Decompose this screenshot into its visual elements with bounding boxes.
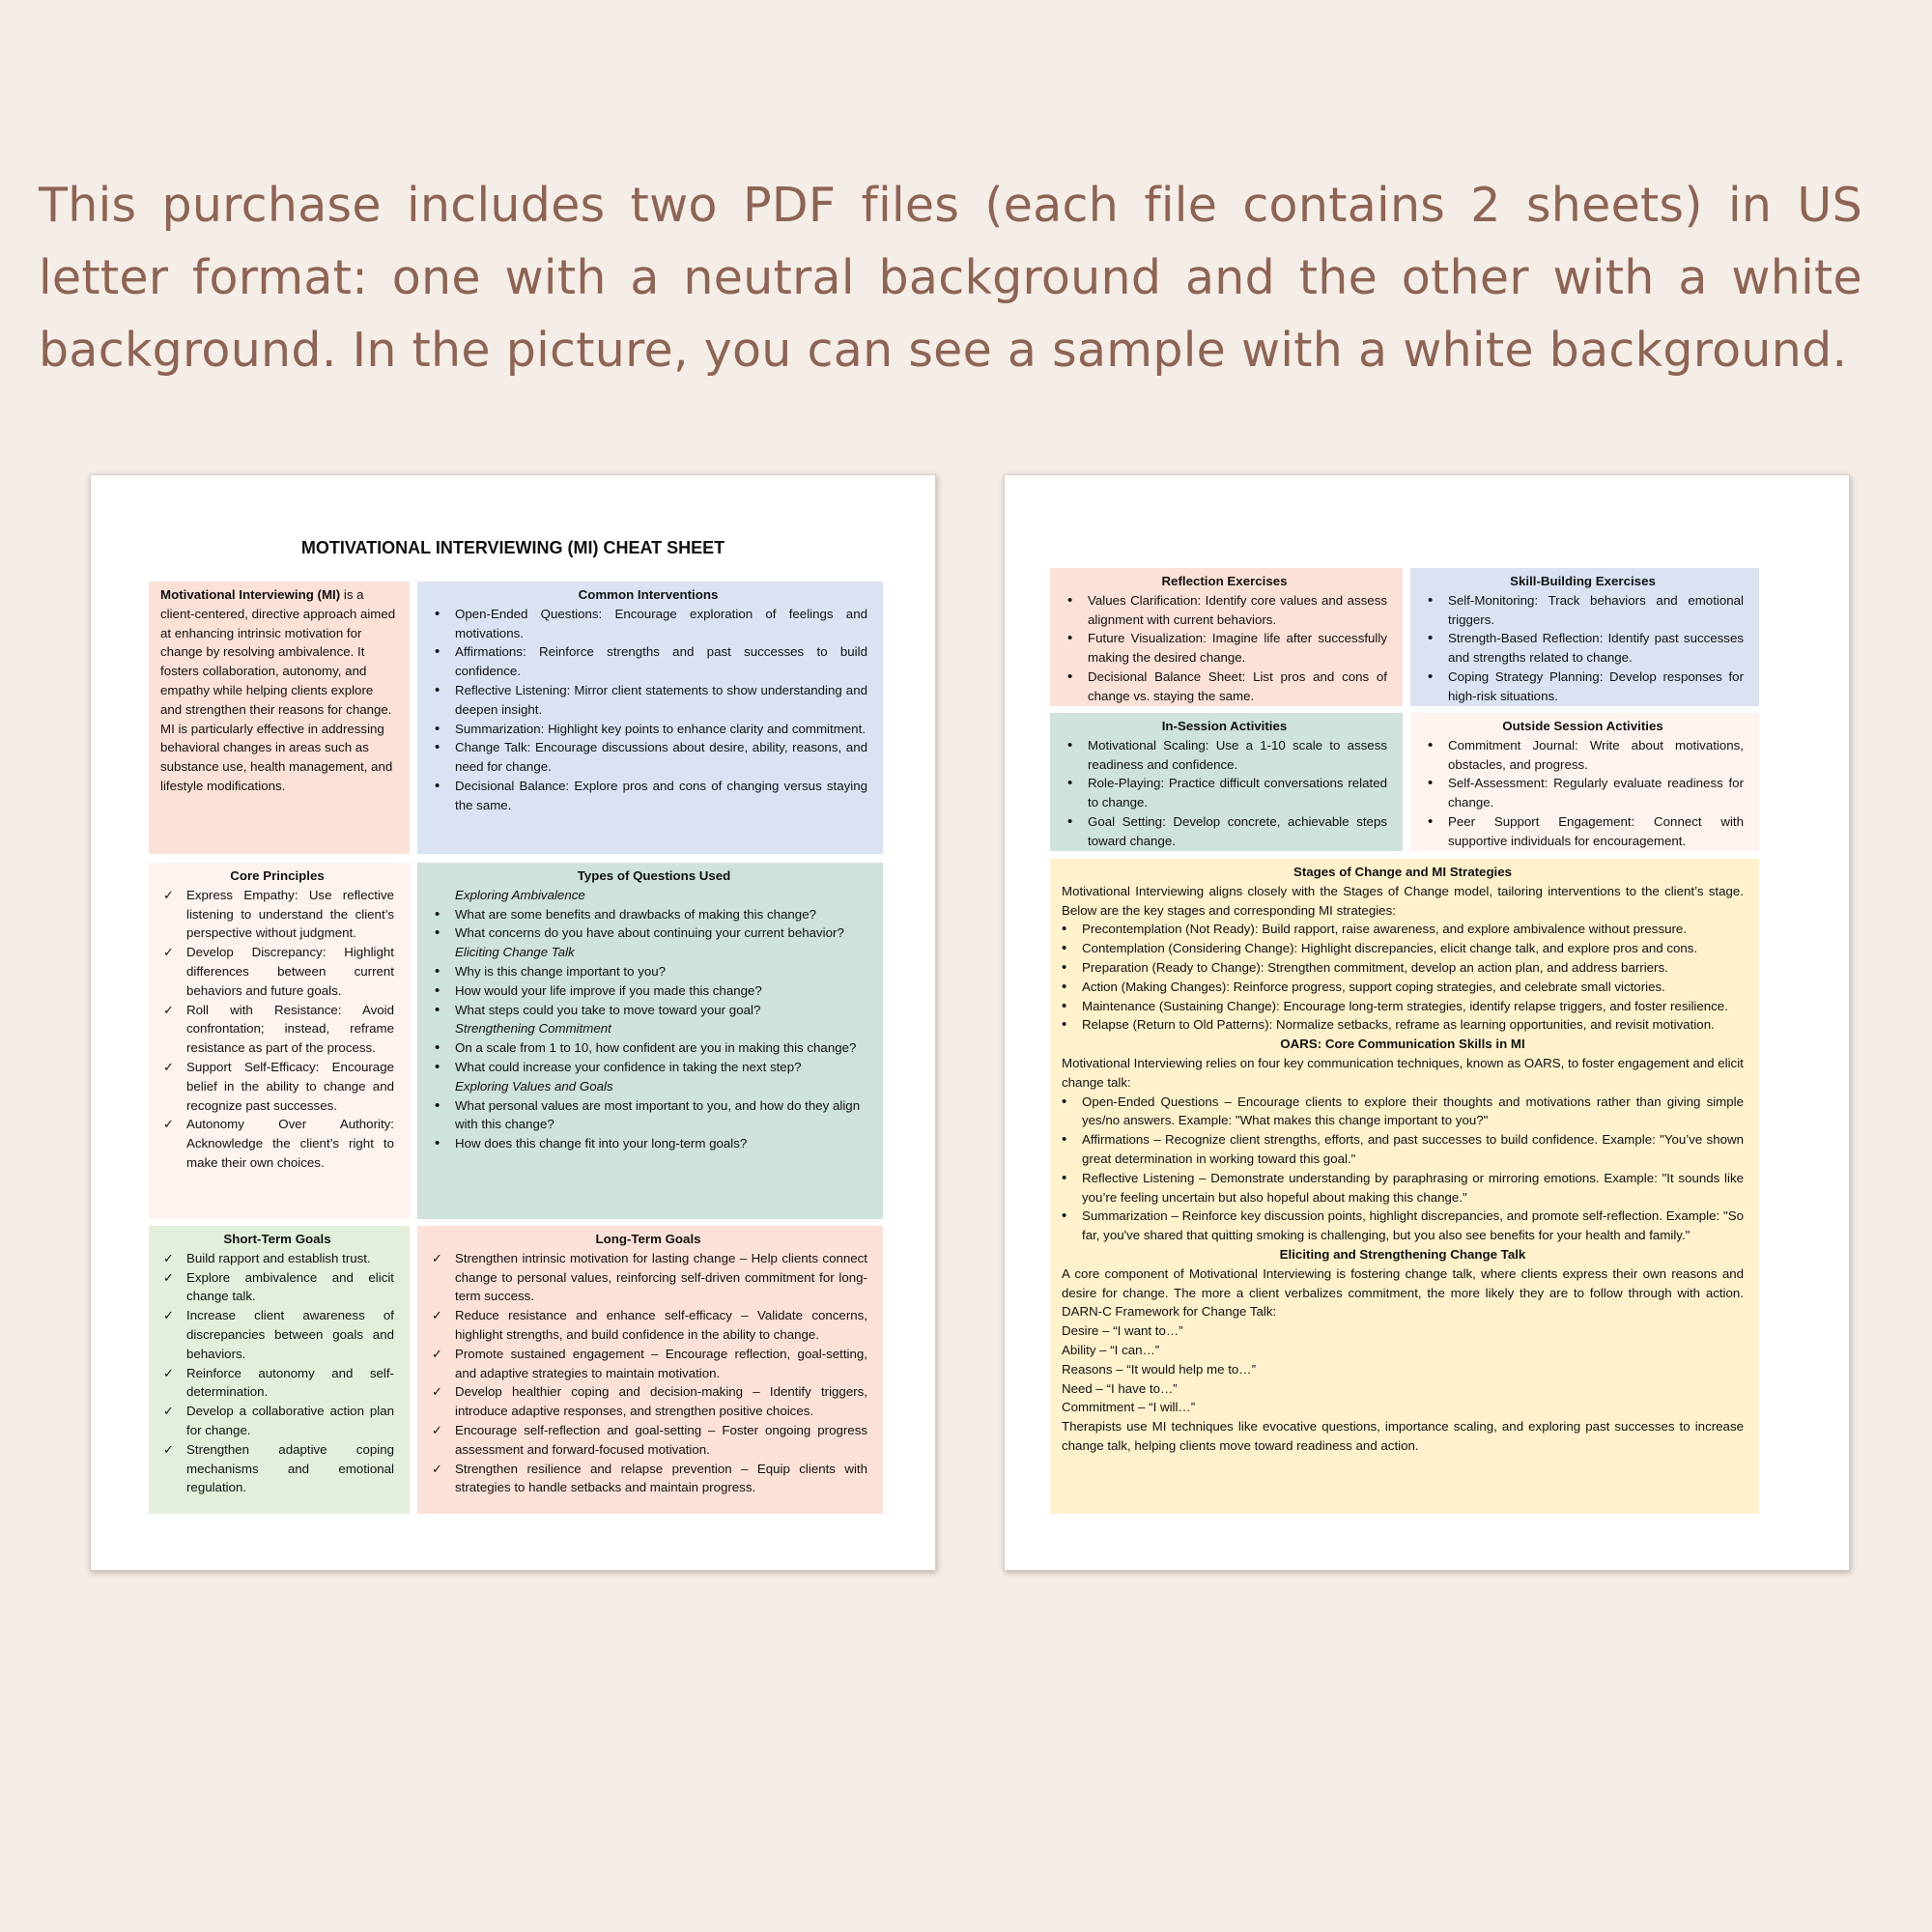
question-group-heading: Exploring Values and Goals xyxy=(455,1078,613,1094)
list-item: • Preparation (Ready to Change): Strengthen commitment, develop an action plan, and address barriers. xyxy=(1056,958,1744,978)
box-title: Reflection Exercises xyxy=(1161,574,1288,588)
list-item: ✓ Autonomy Over Authority: Acknowledge the client’s right to make their own choices. xyxy=(160,1115,394,1172)
list-item: ✓ Develop Discrepancy: Highlight differences between current behaviors and future goals. xyxy=(160,943,394,1000)
list-item: • Commitment Journal: Write about motivations, obstacles, and progress. xyxy=(1422,736,1744,775)
question-item: • What concerns do you have about continuing your current behavior? xyxy=(429,923,879,943)
sheet-title: MOTIVATIONAL INTERVIEWING (MI) CHEAT SHEET xyxy=(300,538,725,557)
box-title: Skill-Building Exercises xyxy=(1510,574,1656,588)
question-item: • How would your life improve if you made this change? xyxy=(429,981,879,1001)
list-item: • Strength-Based Reflection: Identify past successes and strengths related to change. xyxy=(1422,629,1744,668)
reflection-box xyxy=(1050,568,1403,706)
oars-intro: Motivational Interviewing relies on four key communication techniques, known as OARS, to foster engagement and elicit change talk: xyxy=(1062,1055,1744,1090)
sheet-one xyxy=(90,474,936,1571)
change-talk-title: Eliciting and Strengthening Change Talk xyxy=(1279,1246,1526,1262)
list-item: • Self-Monitoring: Track behaviors and emotional triggers. xyxy=(1422,591,1744,630)
question-item: • What steps could you take to move toward your goal? xyxy=(429,1001,879,1020)
intro-bold: Motivational Interviewing (MI) xyxy=(160,587,341,602)
box-title: In-Session Activities xyxy=(1161,719,1288,733)
short-term-goals-list xyxy=(160,1249,394,1497)
question-list xyxy=(429,962,879,1019)
question-item: • On a scale from 1 to 10, how confident are you in making this change? xyxy=(429,1038,879,1058)
list-item: ✓ Promote sustained engagement – Encourage reflection, goal-setting, and adaptive strategies to maintain motivation. xyxy=(429,1345,867,1383)
question-item: • What are some benefits and drawbacks of making this change? xyxy=(429,905,879,924)
list-item: • Reflective Listening: Mirror client statements to show understanding and deepen insight. xyxy=(429,681,867,720)
common-interventions-box xyxy=(417,582,883,854)
stages-list xyxy=(1056,920,1744,1035)
oars-list xyxy=(1056,1093,1744,1245)
in-session-list xyxy=(1062,736,1387,851)
list-item: • Precontemplation (Not Ready): Build rapport, raise awareness, and explore ambivalence without pressure. xyxy=(1056,920,1744,939)
reflection-list xyxy=(1062,591,1387,706)
question-group-heading: Eliciting Change Talk xyxy=(455,945,575,960)
list-item: ✓ Support Self-Efficacy: Encourage belief in the ability to change and recognize past successes. xyxy=(160,1058,394,1115)
question-group-heading: Exploring Ambivalence xyxy=(455,887,585,902)
list-item: • Decisional Balance Sheet: List pros and cons of change vs. staying the same. xyxy=(1062,668,1387,706)
question-groups xyxy=(429,886,879,1153)
list-item: ✓ Strengthen adaptive coping mechanisms and emotional regulation. xyxy=(160,1440,394,1497)
list-item: • Change Talk: Encourage discussions about desire, ability, reasons, and need for change. xyxy=(429,738,867,777)
stages-oars-box xyxy=(1050,859,1759,1514)
list-item: ✓ Explore ambivalence and elicit change talk. xyxy=(160,1268,394,1307)
list-item: • Decisional Balance: Explore pros and cons of changing versus staying the same. xyxy=(429,777,867,815)
list-item: • Self-Assessment: Regularly evaluate readiness for change. xyxy=(1422,774,1744,812)
question-group-heading: Strengthening Commitment xyxy=(455,1021,611,1037)
list-item: ✓ Express Empathy: Use reflective listening to understand the client’s perspective without judgment. xyxy=(160,886,394,943)
outside-session-list xyxy=(1422,736,1744,851)
list-item: ✓ Reduce resistance and enhance self-efficacy – Validate concerns, highlight strengths, and build confidence in the ability to change. xyxy=(429,1306,867,1345)
list-item: ✓ Roll with Resistance: Avoid confrontation; instead, reframe resistance as part of the process. xyxy=(160,1001,394,1058)
change-talk-outro: Therapists use MI techniques like evocative questions, importance scaling, and exploring past successes to increase change talk, helping clients move toward readiness and action. xyxy=(1062,1419,1744,1453)
list-item: ✓ Increase client awareness of discrepancies between goals and behaviors. xyxy=(160,1306,394,1363)
darn-c-line: Ability – “I can…” xyxy=(1062,1342,1160,1357)
list-item: ✓ Build rapport and establish trust. xyxy=(160,1249,394,1268)
common-interventions-list xyxy=(429,605,867,815)
list-item: • Values Clarification: Identify core values and assess alignment with current behaviors. xyxy=(1062,591,1387,630)
list-item: • Role-Playing: Practice difficult conversations related to change. xyxy=(1062,774,1387,812)
box-title: Core Principles xyxy=(230,868,325,883)
core-principles-list xyxy=(160,886,394,1173)
box-title: Common Interventions xyxy=(578,587,719,602)
list-item: • Action (Making Changes): Reinforce progress, support coping strategies, and celebrate small victories. xyxy=(1056,978,1744,997)
headline: This purchase includes two PDF files (each file contains 2 sheets) in US letter format: one with a neutral background and the other with a white background. In the picture, you can see a sample with a white background. xyxy=(39,178,1862,378)
question-list xyxy=(429,1096,879,1153)
box-title: Long-Term Goals xyxy=(595,1232,701,1246)
darn-c-lines xyxy=(1062,1321,1744,1417)
question-list xyxy=(429,1038,879,1077)
short-term-goals-box xyxy=(149,1226,410,1514)
list-item: ✓ Develop healthier coping and decision-making – Identify triggers, introduce adaptive responses, and strengthen positive choices. xyxy=(429,1382,867,1421)
list-item: • Contemplation (Considering Change): Highlight discrepancies, elicit change talk, and explore pros and cons. xyxy=(1056,939,1744,958)
question-item: • What could increase your confidence in taking the next step? xyxy=(429,1058,879,1077)
list-item: ✓ Reinforce autonomy and self-determination. xyxy=(160,1364,394,1403)
list-item: ✓ Develop a collaborative action plan for change. xyxy=(160,1402,394,1440)
darn-c-line: Need – “I have to…” xyxy=(1062,1380,1178,1396)
box-title: Outside Session Activities xyxy=(1502,719,1663,733)
intro-box xyxy=(149,582,410,854)
core-principles-box xyxy=(149,863,410,1219)
list-item: • Affirmations – Recognize client strengths, efforts, and past successes to build confidence. Example: "You’ve shown great determination in working toward this goal." xyxy=(1056,1130,1744,1169)
darn-c-line: Reasons – “It would help me to…” xyxy=(1062,1361,1257,1377)
intro-text: is a client-centered, directive approach aimed at enhancing intrinsic motivation for change by resolving ambivalence. It fosters collaboration, autonomy, and empathy while helping clients explore and strengthen their reasons for change. MI is particularly effective in addressing behavioral changes in areas such as substance use, health management, and lifestyle modifications. xyxy=(160,587,396,793)
list-item: • Motivational Scaling: Use a 1-10 scale to assess readiness and confidence. xyxy=(1062,736,1387,775)
question-item: • What personal values are most important to you, and how do they align with this change? xyxy=(429,1096,879,1135)
questions-box xyxy=(417,863,883,1219)
list-item: • Maintenance (Sustaining Change): Encourage long-term strategies, identify relapse triggers, and foster resilience. xyxy=(1056,997,1744,1016)
list-item: ✓ Encourage self-reflection and goal-setting – Foster ongoing progress assessment and forward-focused motivation. xyxy=(429,1421,867,1460)
oars-title: OARS: Core Communication Skills in MI xyxy=(1280,1037,1525,1052)
stages-title: Stages of Change and MI Strategies xyxy=(1293,865,1513,879)
outside-session-box xyxy=(1410,713,1759,851)
list-item: ✓ Strengthen resilience and relapse prevention – Equip clients with strategies to handle setbacks and maintain progress. xyxy=(429,1460,867,1498)
list-item: • Summarization – Reinforce key discussion points, highlight discrepancies, and promote self-reflection. Example: "So far, you've shared that quitting smoking is challenging, but you also see benefits for your health and family." xyxy=(1056,1207,1744,1245)
list-item: • Coping Strategy Planning: Develop responses for high-risk situations. xyxy=(1422,668,1744,706)
list-item: • Summarization: Highlight key points to enhance clarity and commitment. xyxy=(429,720,867,739)
skill-building-box xyxy=(1410,568,1759,706)
stages-intro: Motivational Interviewing aligns closely with the Stages of Change model, tailoring interventions to the client’s stage. Below are the key stages and corresponding MI strategies: xyxy=(1062,883,1744,918)
long-term-goals-box xyxy=(417,1226,883,1514)
list-item: • Affirmations: Reinforce strengths and past successes to build confidence. xyxy=(429,642,867,681)
list-item: • Reflective Listening – Demonstrate understanding by paraphrasing or mirroring emotions. Example: "It sounds like you’re feeling uncertain but also hopeful about making this change." xyxy=(1056,1169,1744,1208)
long-term-goals-list xyxy=(429,1249,867,1497)
list-item: • Future Visualization: Imagine life after successfully making the desired change. xyxy=(1062,629,1387,668)
question-item: • How does this change fit into your long-term goals? xyxy=(429,1134,879,1153)
list-item: • Open-Ended Questions: Encourage exploration of feelings and motivations. xyxy=(429,605,867,643)
list-item: ✓ Strengthen intrinsic motivation for lasting change – Help clients connect change to personal values, reinforcing self-driven commitment for long-term success. xyxy=(429,1249,867,1306)
box-title: Short-Term Goals xyxy=(223,1232,331,1246)
in-session-box xyxy=(1050,713,1403,851)
change-talk-intro: A core component of Motivational Interviewing is fostering change talk, where clients express their own reasons and desire for change. The more a client verbalizes commitment, the more likely they are to follow through with action. DARN-C Framework for Change Talk: xyxy=(1062,1265,1744,1320)
box-title: Types of Questions Used xyxy=(577,868,731,883)
list-item: • Open-Ended Questions – Encourage clients to explore their thoughts and motivations rather than giving simple yes/no answers. Example: "What makes this change important to you?" xyxy=(1056,1093,1744,1131)
darn-c-line: Desire – “I want to…” xyxy=(1062,1323,1183,1339)
list-item: • Relapse (Return to Old Patterns): Normalize setbacks, reframe as learning opportunities, and revisit motivation. xyxy=(1056,1015,1744,1035)
question-item: • Why is this change important to you? xyxy=(429,962,879,981)
question-list xyxy=(429,905,879,944)
list-item: • Peer Support Engagement: Connect with supportive individuals for encouragement. xyxy=(1422,812,1744,851)
darn-c-line: Commitment – “I will…” xyxy=(1062,1400,1196,1415)
list-item: • Goal Setting: Develop concrete, achievable steps toward change. xyxy=(1062,812,1387,851)
skill-building-list xyxy=(1422,591,1744,706)
sheet-two xyxy=(1004,474,1850,1571)
